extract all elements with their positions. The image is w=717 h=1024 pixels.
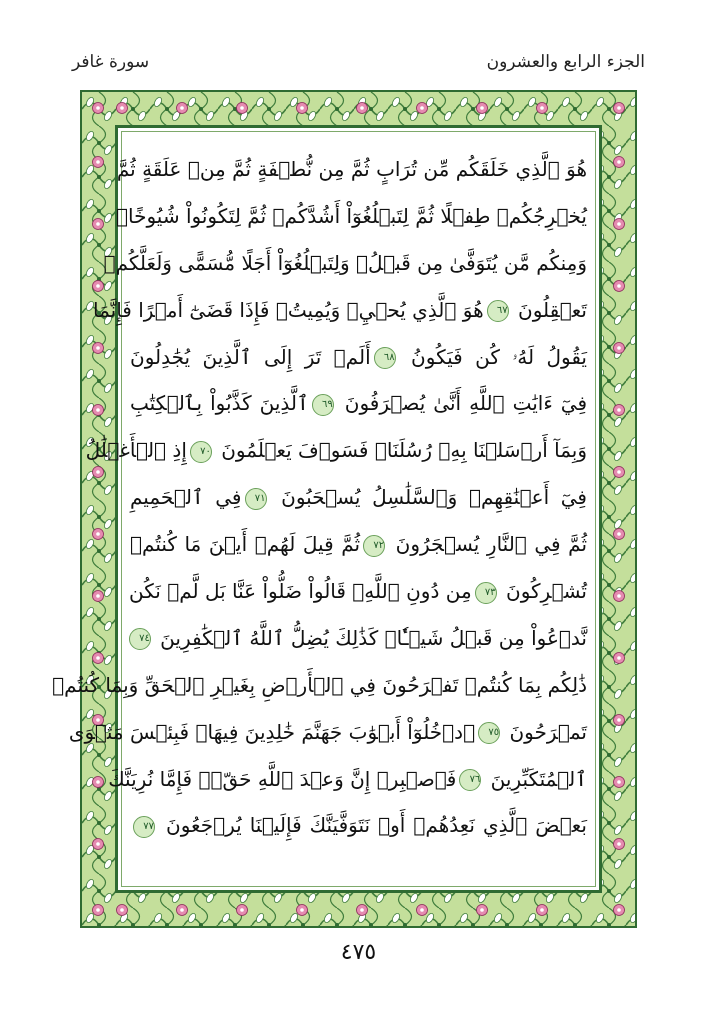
- medallion-center-icon: [617, 656, 621, 660]
- text-line: [116, 146, 587, 193]
- medallion-center-icon: [617, 532, 621, 536]
- verse-text: ٱلۡمُتَكَبِّرِينَ: [484, 766, 587, 791]
- text-line: [130, 802, 587, 849]
- medallion-center-icon: [617, 780, 621, 784]
- medallion-center-icon: [120, 106, 124, 110]
- verse-end-marker-icon: ٧٤: [129, 628, 151, 650]
- medallion-center-icon: [480, 106, 484, 110]
- verse-text: إِذِ ٱلۡأَغۡلَٰلُ: [85, 438, 187, 463]
- verse-end-marker-icon: ٧٢: [363, 535, 385, 557]
- medallion-center-icon: [420, 908, 424, 912]
- text-line: [68, 709, 587, 756]
- medallion-center-icon: [300, 908, 304, 912]
- medallion-center-icon: [96, 222, 100, 226]
- verse-end-marker-icon: ٧١: [245, 488, 267, 510]
- verse-text: فَٱصۡبِرۡ إِنَّ وَعۡدَ ٱللَّهِ حَقّٞۚ فَإِمَّا نُرِيَنَّكَ: [108, 766, 457, 791]
- medallion-center-icon: [96, 532, 100, 536]
- verse-text: بَعۡضَ ٱلَّذِي نَعِدُهُمۡ أَوۡ نَتَوَفَّيَنَّكَ فَإِلَيۡنَا يُرۡجَعُونَ: [158, 813, 587, 838]
- medallion-center-icon: [617, 470, 621, 474]
- ornamental-frame: [52, 90, 637, 928]
- medallion-center-icon: [480, 908, 484, 912]
- verse-text: فِيٓ أَعۡنَٰقِهِمۡ وَٱلسَّلَٰسِلُ يُسۡحَبُونَ: [269, 485, 587, 510]
- medallion-center-icon: [96, 656, 100, 660]
- verse-text: وَبِمَآ أَرۡسَلۡنَا بِهِۦ رُسُلَنَاۖ فَسَوۡفَ يَعۡلَمُونَ: [214, 438, 587, 463]
- text-line: [130, 334, 587, 381]
- text-line: [108, 756, 587, 803]
- verse-end-marker-icon: ٦٩: [312, 394, 334, 416]
- medallion-center-icon: [617, 346, 621, 350]
- text-line: [85, 427, 587, 474]
- verse-text: فِي ٱلۡحَمِيمِ: [130, 485, 242, 510]
- medallion-center-icon: [617, 594, 621, 598]
- verse-text: فِيٓ ءَايَٰتِ ٱللَّهِ أَنَّىٰ يُصۡرَفُونَ: [336, 391, 588, 416]
- verse-text: تَمۡرَحُونَ: [503, 719, 587, 744]
- medallion-center-icon: [300, 106, 304, 110]
- medallion-center-icon: [420, 106, 424, 110]
- text-line: [116, 193, 587, 240]
- verse-text: ثُمَّ قِيلَ لَهُمۡ أَيۡنَ مَا كُنتُمۡ: [130, 532, 361, 557]
- text-line: [130, 568, 587, 615]
- page-number: ٤٧٥: [340, 940, 377, 965]
- verse-end-marker-icon: ٧٣: [475, 582, 497, 604]
- medallion-center-icon: [96, 106, 100, 110]
- medallion-center-icon: [617, 222, 621, 226]
- medallion-center-icon: [540, 106, 544, 110]
- verse-text: تُشۡرِكُونَ: [499, 579, 587, 604]
- verse-text: هُوَ ٱلَّذِي خَلَقَكُم مِّن تُرَابٍ ثُمَّ مِن نُّطۡفَةٍ ثُمَّ مِنۡ عَلَقَةٍ ثُمَّ: [116, 157, 587, 181]
- medallion-center-icon: [617, 408, 621, 412]
- medallion-center-icon: [617, 284, 621, 288]
- medallion-center-icon: [617, 842, 621, 846]
- text-line: [130, 521, 587, 568]
- medallion-center-icon: [617, 908, 621, 912]
- verse-end-marker-icon: ٧٥: [478, 722, 500, 744]
- verse-end-marker-icon: ٦٨: [374, 347, 396, 369]
- medallion-center-icon: [540, 908, 544, 912]
- verse-text: أَلَمۡ تَرَ إِلَى ٱلَّذِينَ يُجَٰدِلُونَ: [130, 344, 371, 369]
- medallion-center-icon: [96, 594, 100, 598]
- medallion-center-icon: [96, 908, 100, 912]
- verse-text: يُخۡرِجُكُمۡ طِفۡلًا ثُمَّ لِتَبۡلُغُوٓاْ أَشُدَّكُمۡ ثُمَّ لِتَكُونُواْ شُيُوخًاۚ: [116, 203, 587, 228]
- medallion-center-icon: [180, 106, 184, 110]
- medallion-center-icon: [360, 908, 364, 912]
- verse-text: ٱدۡخُلُوٓاْ أَبۡوَٰبَ جَهَنَّمَ خَٰلِدِينَ فِيهَاۖ فَبِئۡسَ مَثۡوَى: [68, 719, 476, 744]
- verse-text: ٱلَّذِينَ كَذَّبُواْ بِٱلۡكِتَٰبِ: [130, 391, 309, 416]
- text-line: [130, 615, 587, 662]
- medallion-center-icon: [617, 718, 621, 722]
- text-line: [103, 240, 587, 287]
- text-panel: [52, 125, 602, 893]
- text-line: [92, 287, 587, 334]
- verse-text: يَقُولُ لَهُۥ كُن فَيَكُونُ: [398, 344, 587, 369]
- verse-text: ثُمَّ فِي ٱلنَّارِ يُسۡجَرُونَ: [388, 532, 588, 557]
- medallion-center-icon: [120, 908, 124, 912]
- verse-text: هُوَ ٱلَّذِي يُحۡيِۦ وَيُمِيتُۖ فَإِذَا قَضَىٰٓ أَمۡرًا فَإِنَّمَا: [92, 297, 484, 322]
- medallion-center-icon: [617, 160, 621, 164]
- medallion-center-icon: [96, 160, 100, 164]
- medallion-center-icon: [180, 908, 184, 912]
- surah-name-label: سورة غافر: [72, 52, 150, 72]
- verse-text: ذَٰلِكُم بِمَا كُنتُمۡ تَفۡرَحُونَ فِي ٱلۡأَرۡضِ بِغَيۡرِ ٱلۡحَقِّ وَبِمَا كُنتُمۡ: [52, 672, 587, 697]
- verse-end-marker-icon: ٧٧: [133, 816, 155, 838]
- medallion-center-icon: [617, 106, 621, 110]
- medallion-center-icon: [96, 408, 100, 412]
- verse-end-marker-icon: ٦٧: [487, 300, 509, 322]
- verse-text: وَمِنكُم مَّن يُتَوَفَّىٰ مِن قَبۡلُۖ وَلِتَبۡلُغُوٓاْ أَجَلًا مُّسَمًّى وَلَعَلَّكُمۡ: [103, 250, 587, 275]
- verse-text: نَّدۡعُواْ مِن قَبۡلُ شَيۡـٔٗاۚ كَذَٰلِكَ يُضِلُّ ٱللَّهُ ٱلۡكَٰفِرِينَ: [153, 625, 587, 650]
- verse-text: مِن دُونِ ٱللَّهِۖ قَالُواْ ضَلُّواْ عَنَّا بَل لَّمۡ نَكُن: [129, 579, 472, 604]
- medallion-center-icon: [360, 106, 364, 110]
- medallion-center-icon: [240, 908, 244, 912]
- verse-end-marker-icon: ٧٦: [459, 769, 481, 791]
- text-line: [130, 474, 587, 521]
- medallion-center-icon: [96, 780, 100, 784]
- medallion-center-icon: [240, 106, 244, 110]
- medallion-center-icon: [96, 346, 100, 350]
- juz-label: الجزء الرابع والعشرون: [486, 52, 645, 72]
- text-line: [52, 662, 587, 709]
- quran-text-block: [52, 146, 588, 878]
- text-line: [130, 380, 587, 427]
- medallion-center-icon: [96, 842, 100, 846]
- page-header: [72, 52, 645, 82]
- verse-end-marker-icon: ٧٠: [190, 441, 212, 463]
- verse-text: تَعۡقِلُونَ: [511, 297, 587, 322]
